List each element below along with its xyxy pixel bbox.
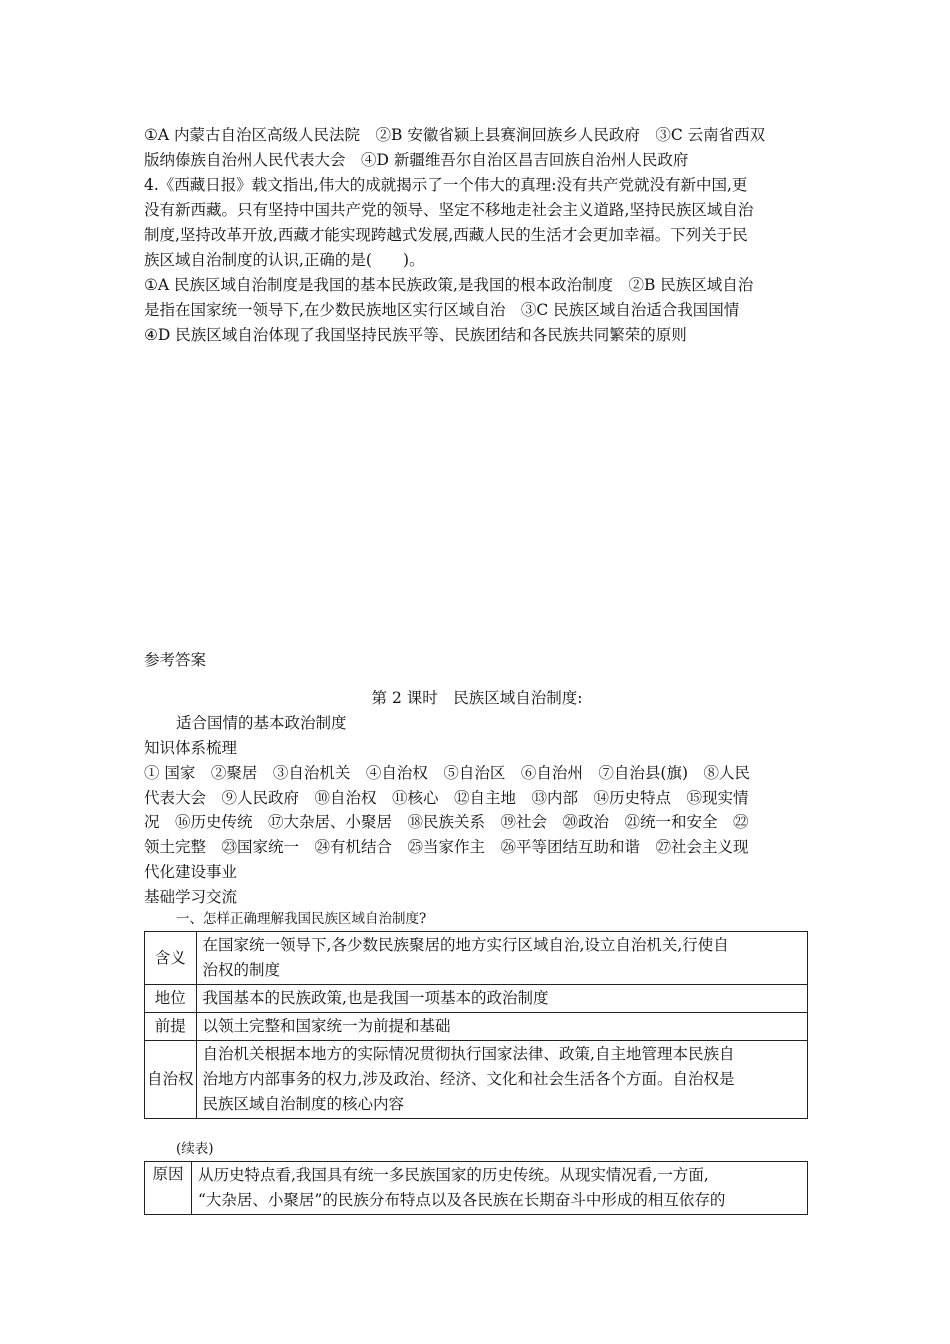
row-content <box>196 1041 807 1119</box>
question-1-title: 一、怎样正确理解我国民族区域自治制度? <box>176 911 427 927</box>
table-row <box>145 985 808 1013</box>
question-text-line: 族区域自治制度的认识,正确的是( )。 <box>144 251 425 269</box>
answer-line: 代表大会 ⑨人民政府 ⑩自治权 ⑪核心 ⑫自主地 ⑬内部 ⑭历史特点 ⑮现实情 <box>144 788 749 807</box>
option-line: 是指在国家统一领导下,在少数民族地区实行区域自治 ③C 民族区域自治适合我国国情 <box>144 301 740 319</box>
row-content <box>196 985 807 1013</box>
answer-line: 代化建设事业 <box>144 862 238 881</box>
row-content <box>192 1162 808 1215</box>
answers-heading: 参考答案 <box>144 651 207 669</box>
cell-line: “大杂居、小聚居”的民族分布特点以及各民族在长期奋斗中形成的相互依存的 <box>198 1191 726 1209</box>
option-line: ①A 内蒙古自治区高级人民法院 ②B 安徽省颍上县赛涧回族乡人民政府 ③C 云南省西双 <box>144 126 766 144</box>
knowledge-section <box>144 736 810 910</box>
row-content <box>196 932 807 985</box>
table-row <box>145 1013 808 1041</box>
question-text-line: 没有新西藏。只有坚持中国共产党的领导、坚定不移地走社会主义道路,坚持民族区域自治 <box>144 201 754 219</box>
section-heading: 基础学习交流 <box>144 887 238 906</box>
question-3-options <box>144 123 810 173</box>
lesson-title: 第 2 课时 民族区域自治制度: <box>371 689 583 707</box>
question-4 <box>144 173 810 348</box>
cell-line: 我国基本的民族政策,也是我国一项基本的政治制度 <box>202 989 549 1007</box>
cell-line: 自治机关根据本地方的实际情况贯彻执行国家法律、政策,自主地管理本民族自 <box>202 1045 735 1063</box>
autonomy-table-body <box>145 932 808 1119</box>
row-label: 自治权 <box>145 1041 197 1119</box>
continued-label: (续表) <box>176 1141 214 1157</box>
table-row <box>145 932 808 985</box>
reasons-table-body <box>145 1162 808 1215</box>
row-label: 原因 <box>145 1162 192 1215</box>
section-heading: 知识体系梳理 <box>144 739 238 757</box>
cell-line: 治地方内部事务的权力,涉及政治、经济、文化和社会生活各个方面。自治权是 <box>202 1070 735 1088</box>
answer-line: 况 ⑯历史传统 ⑰大杂居、小聚居 ⑱民族关系 ⑲社会 ⑳政治 ㉑统一和安全 ㉒ <box>144 813 749 832</box>
option-line: ④D 民族区域自治体现了我国坚持民族平等、民族团结和各民族共同繁荣的原则 <box>144 326 687 344</box>
table-row <box>145 1162 808 1215</box>
reasons-table <box>144 1161 808 1215</box>
cell-line: 以领土完整和国家统一为前提和基础 <box>202 1017 451 1035</box>
cell-line: 在国家统一领导下,各少数民族聚居的地方实行区域自治,设立自治机关,行使自 <box>202 936 729 954</box>
cell-line: 从历史特点看,我国具有统一多民族国家的历史传统。从现实情况看,一方面, <box>198 1166 709 1184</box>
cell-line: 治权的制度 <box>202 961 281 979</box>
row-label: 前提 <box>145 1013 197 1041</box>
option-line: ①A 民族区域自治制度是我国的基本民族政策,是我国的根本政治制度 ②B 民族区域自治 <box>144 276 754 294</box>
row-content <box>196 1013 807 1041</box>
cell-line: 民族区域自治制度的核心内容 <box>202 1095 405 1113</box>
autonomy-table <box>144 931 808 1119</box>
row-label: 含义 <box>145 932 197 985</box>
row-label: 地位 <box>145 985 197 1013</box>
option-line: 版纳傣族自治州人民代表大会 ④D 新疆维吾尔自治区昌吉回族自治州人民政府 <box>144 151 689 169</box>
question-text-line: 4.《西藏日报》载文指出,伟大的成就揭示了一个伟大的真理:没有共产党就没有新中国,更 <box>144 176 748 194</box>
question-text-line: 制度,坚持改革开放,西藏才能实现跨越式发展,西藏人民的生活才会更加幸福。下列关于民 <box>144 226 748 244</box>
answer-line: 领土完整 ㉓国家统一 ㉔有机结合 ㉕当家作主 ㉖平等团结互助和谐 ㉗社会主义现 <box>144 838 749 857</box>
answer-line: ① 国家 ②聚居 ③自治机关 ④自治权 ⑤自治区 ⑥自治州 ⑦自治县(旗) ⑧人民 <box>144 763 751 782</box>
table-row <box>145 1041 808 1119</box>
lesson-subtitle: 适合国情的基本政治制度 <box>176 714 347 732</box>
